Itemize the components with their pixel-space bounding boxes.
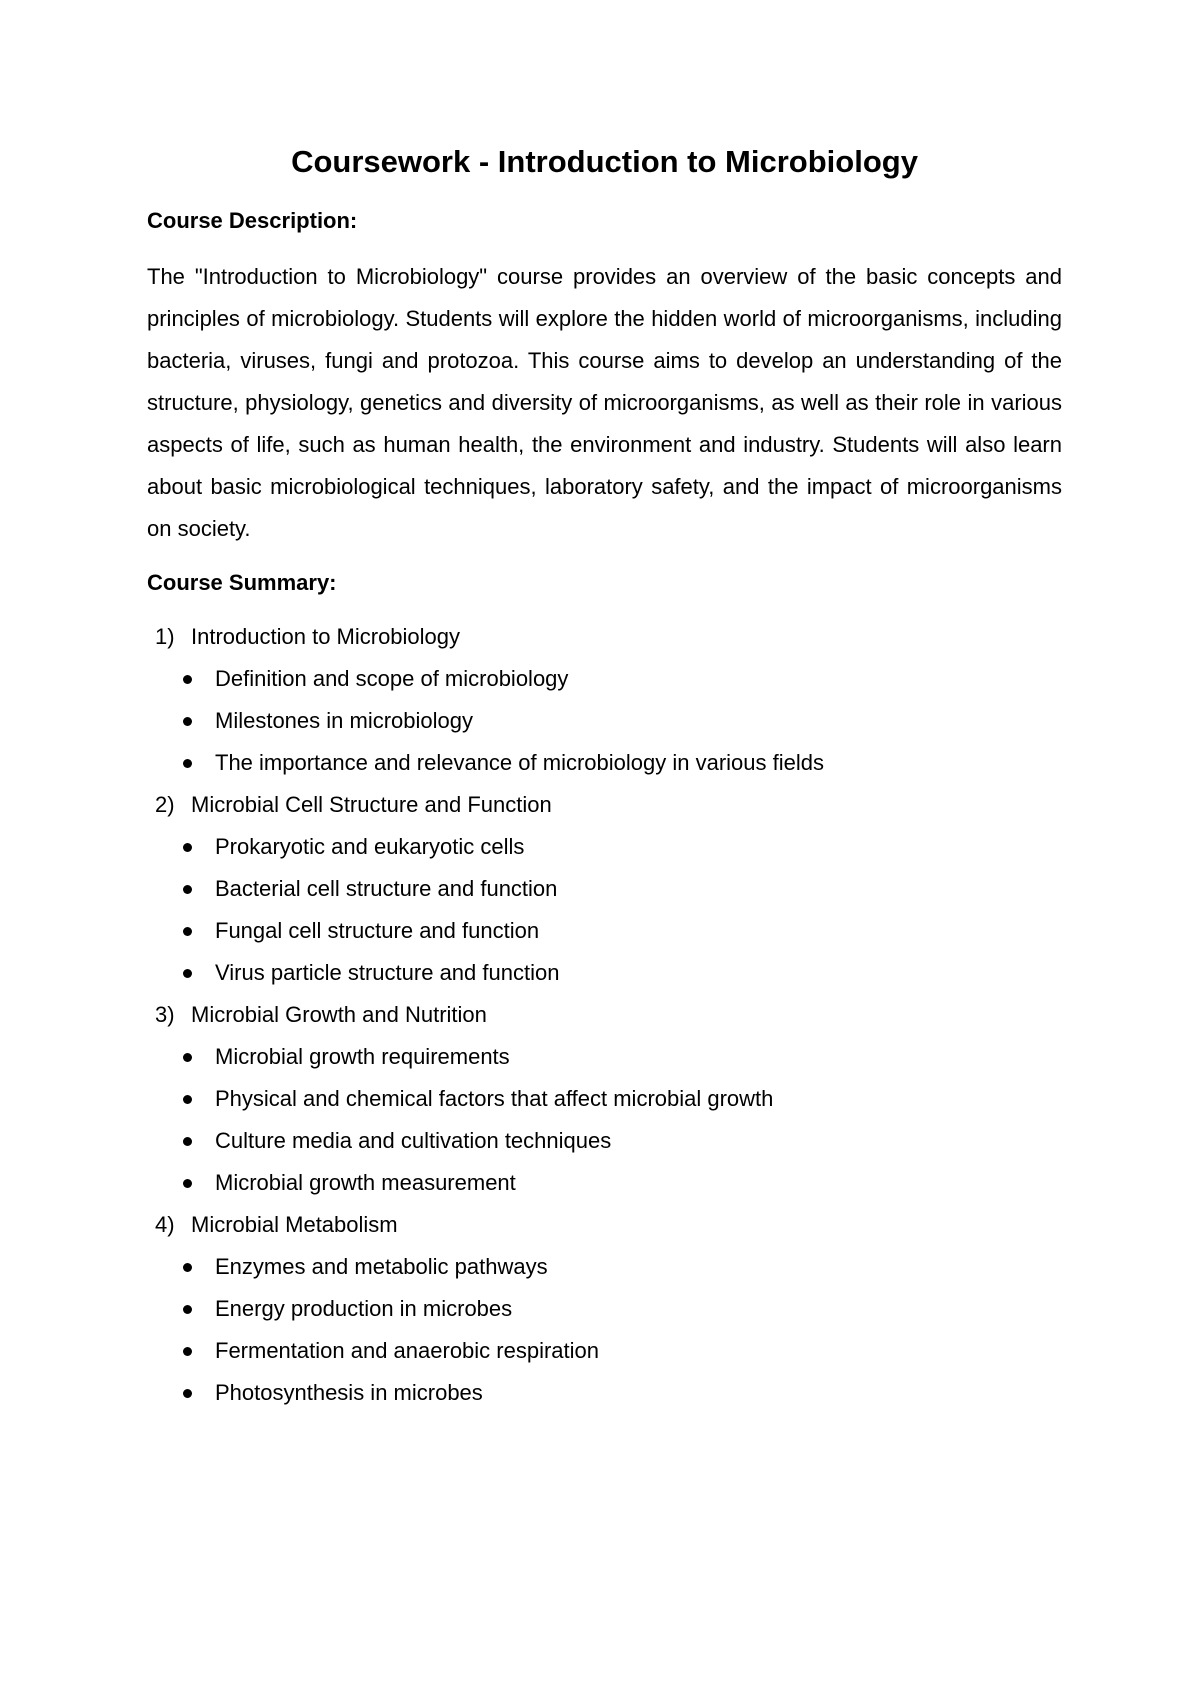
topic-text: Energy production in microbes (215, 1296, 513, 1321)
module-title-row (147, 616, 1062, 658)
topic-item (147, 1288, 1062, 1330)
document-page (147, 140, 1062, 1414)
topic-text: The importance and relevance of microbiology in various fields (215, 750, 824, 775)
module-title-row (147, 994, 1062, 1036)
bullet-icon (183, 927, 192, 936)
topic-text: Definition and scope of microbiology (215, 666, 569, 691)
bullet-icon (183, 885, 192, 894)
module-title: Microbial Growth and Nutrition (191, 1002, 487, 1027)
module-number: 4) (155, 1212, 175, 1237)
module-list (147, 616, 1062, 1414)
bullet-icon (183, 1389, 192, 1398)
module-number: 3) (155, 1002, 175, 1027)
topic-item (147, 658, 1062, 700)
topic-item (147, 868, 1062, 910)
topic-item (147, 1246, 1062, 1288)
module-item (147, 994, 1062, 1204)
module-title: Microbial Cell Structure and Function (191, 792, 552, 817)
module-item (147, 784, 1062, 994)
topic-item (147, 1330, 1062, 1372)
bullet-icon (183, 1053, 192, 1062)
topic-text: Enzymes and metabolic pathways (215, 1254, 548, 1279)
topic-text: Photosynthesis in microbes (215, 1380, 483, 1405)
topic-list (147, 658, 1062, 784)
topic-item (147, 910, 1062, 952)
topic-text: Fungal cell structure and function (215, 918, 540, 943)
topic-text: Bacterial cell structure and function (215, 876, 558, 901)
bullet-icon (183, 1179, 192, 1188)
topic-item (147, 826, 1062, 868)
topic-item (147, 1162, 1062, 1204)
module-title: Microbial Metabolism (191, 1212, 398, 1237)
bullet-icon (183, 1305, 192, 1314)
description-heading: Course Description: (147, 208, 358, 233)
topic-text: Microbial growth requirements (215, 1044, 510, 1069)
document-title: Coursework - Introduction to Microbiology (291, 144, 918, 179)
bullet-icon (183, 969, 192, 978)
topic-item (147, 1036, 1062, 1078)
topic-item (147, 700, 1062, 742)
module-title-row (147, 784, 1062, 826)
topic-item (147, 952, 1062, 994)
topic-text: Physical and chemical factors that affect microbial growth (215, 1086, 774, 1111)
topic-item (147, 1078, 1062, 1120)
topic-text: Milestones in microbiology (215, 708, 473, 733)
bullet-icon (183, 843, 192, 852)
module-title-row (147, 1204, 1062, 1246)
bullet-icon (183, 1095, 192, 1104)
module-number: 2) (155, 792, 175, 817)
topic-text: Microbial growth measurement (215, 1170, 516, 1195)
bullet-icon (183, 1263, 192, 1272)
bullet-icon (183, 759, 192, 768)
module-number: 1) (155, 624, 175, 649)
topic-text: Virus particle structure and function (215, 960, 560, 985)
bullet-icon (183, 1347, 192, 1356)
topic-text: Fermentation and anaerobic respiration (215, 1338, 600, 1363)
summary-heading: Course Summary: (147, 570, 337, 595)
module-item (147, 616, 1062, 784)
topic-item (147, 742, 1062, 784)
topic-item (147, 1372, 1062, 1414)
topic-text: Prokaryotic and eukaryotic cells (215, 834, 525, 859)
topic-list (147, 1246, 1062, 1414)
topic-text: Culture media and cultivation techniques (215, 1128, 612, 1153)
module-item (147, 1204, 1062, 1414)
module-title: Introduction to Microbiology (191, 624, 461, 649)
bullet-icon (183, 1137, 192, 1146)
topic-list (147, 1036, 1062, 1204)
topic-item (147, 1120, 1062, 1162)
description-paragraph: The "Introduction to Microbiology" course provides an overview of the basic concepts and principles of microbiology. Students will explore the hidden world of microorganisms, including bacteria, viruses, fungi and protozoa. This course aims to develop an understanding of the structure, physiology, genetics and diversity of microorganisms, as well as their role in various aspects of life, such as human health, the environment and industry. Students will also learn about basic microbiological techniques, laboratory safety, and the impact of microorganisms on society. (147, 264, 1062, 541)
topic-list (147, 826, 1062, 994)
bullet-icon (183, 717, 192, 726)
bullet-icon (183, 675, 192, 684)
